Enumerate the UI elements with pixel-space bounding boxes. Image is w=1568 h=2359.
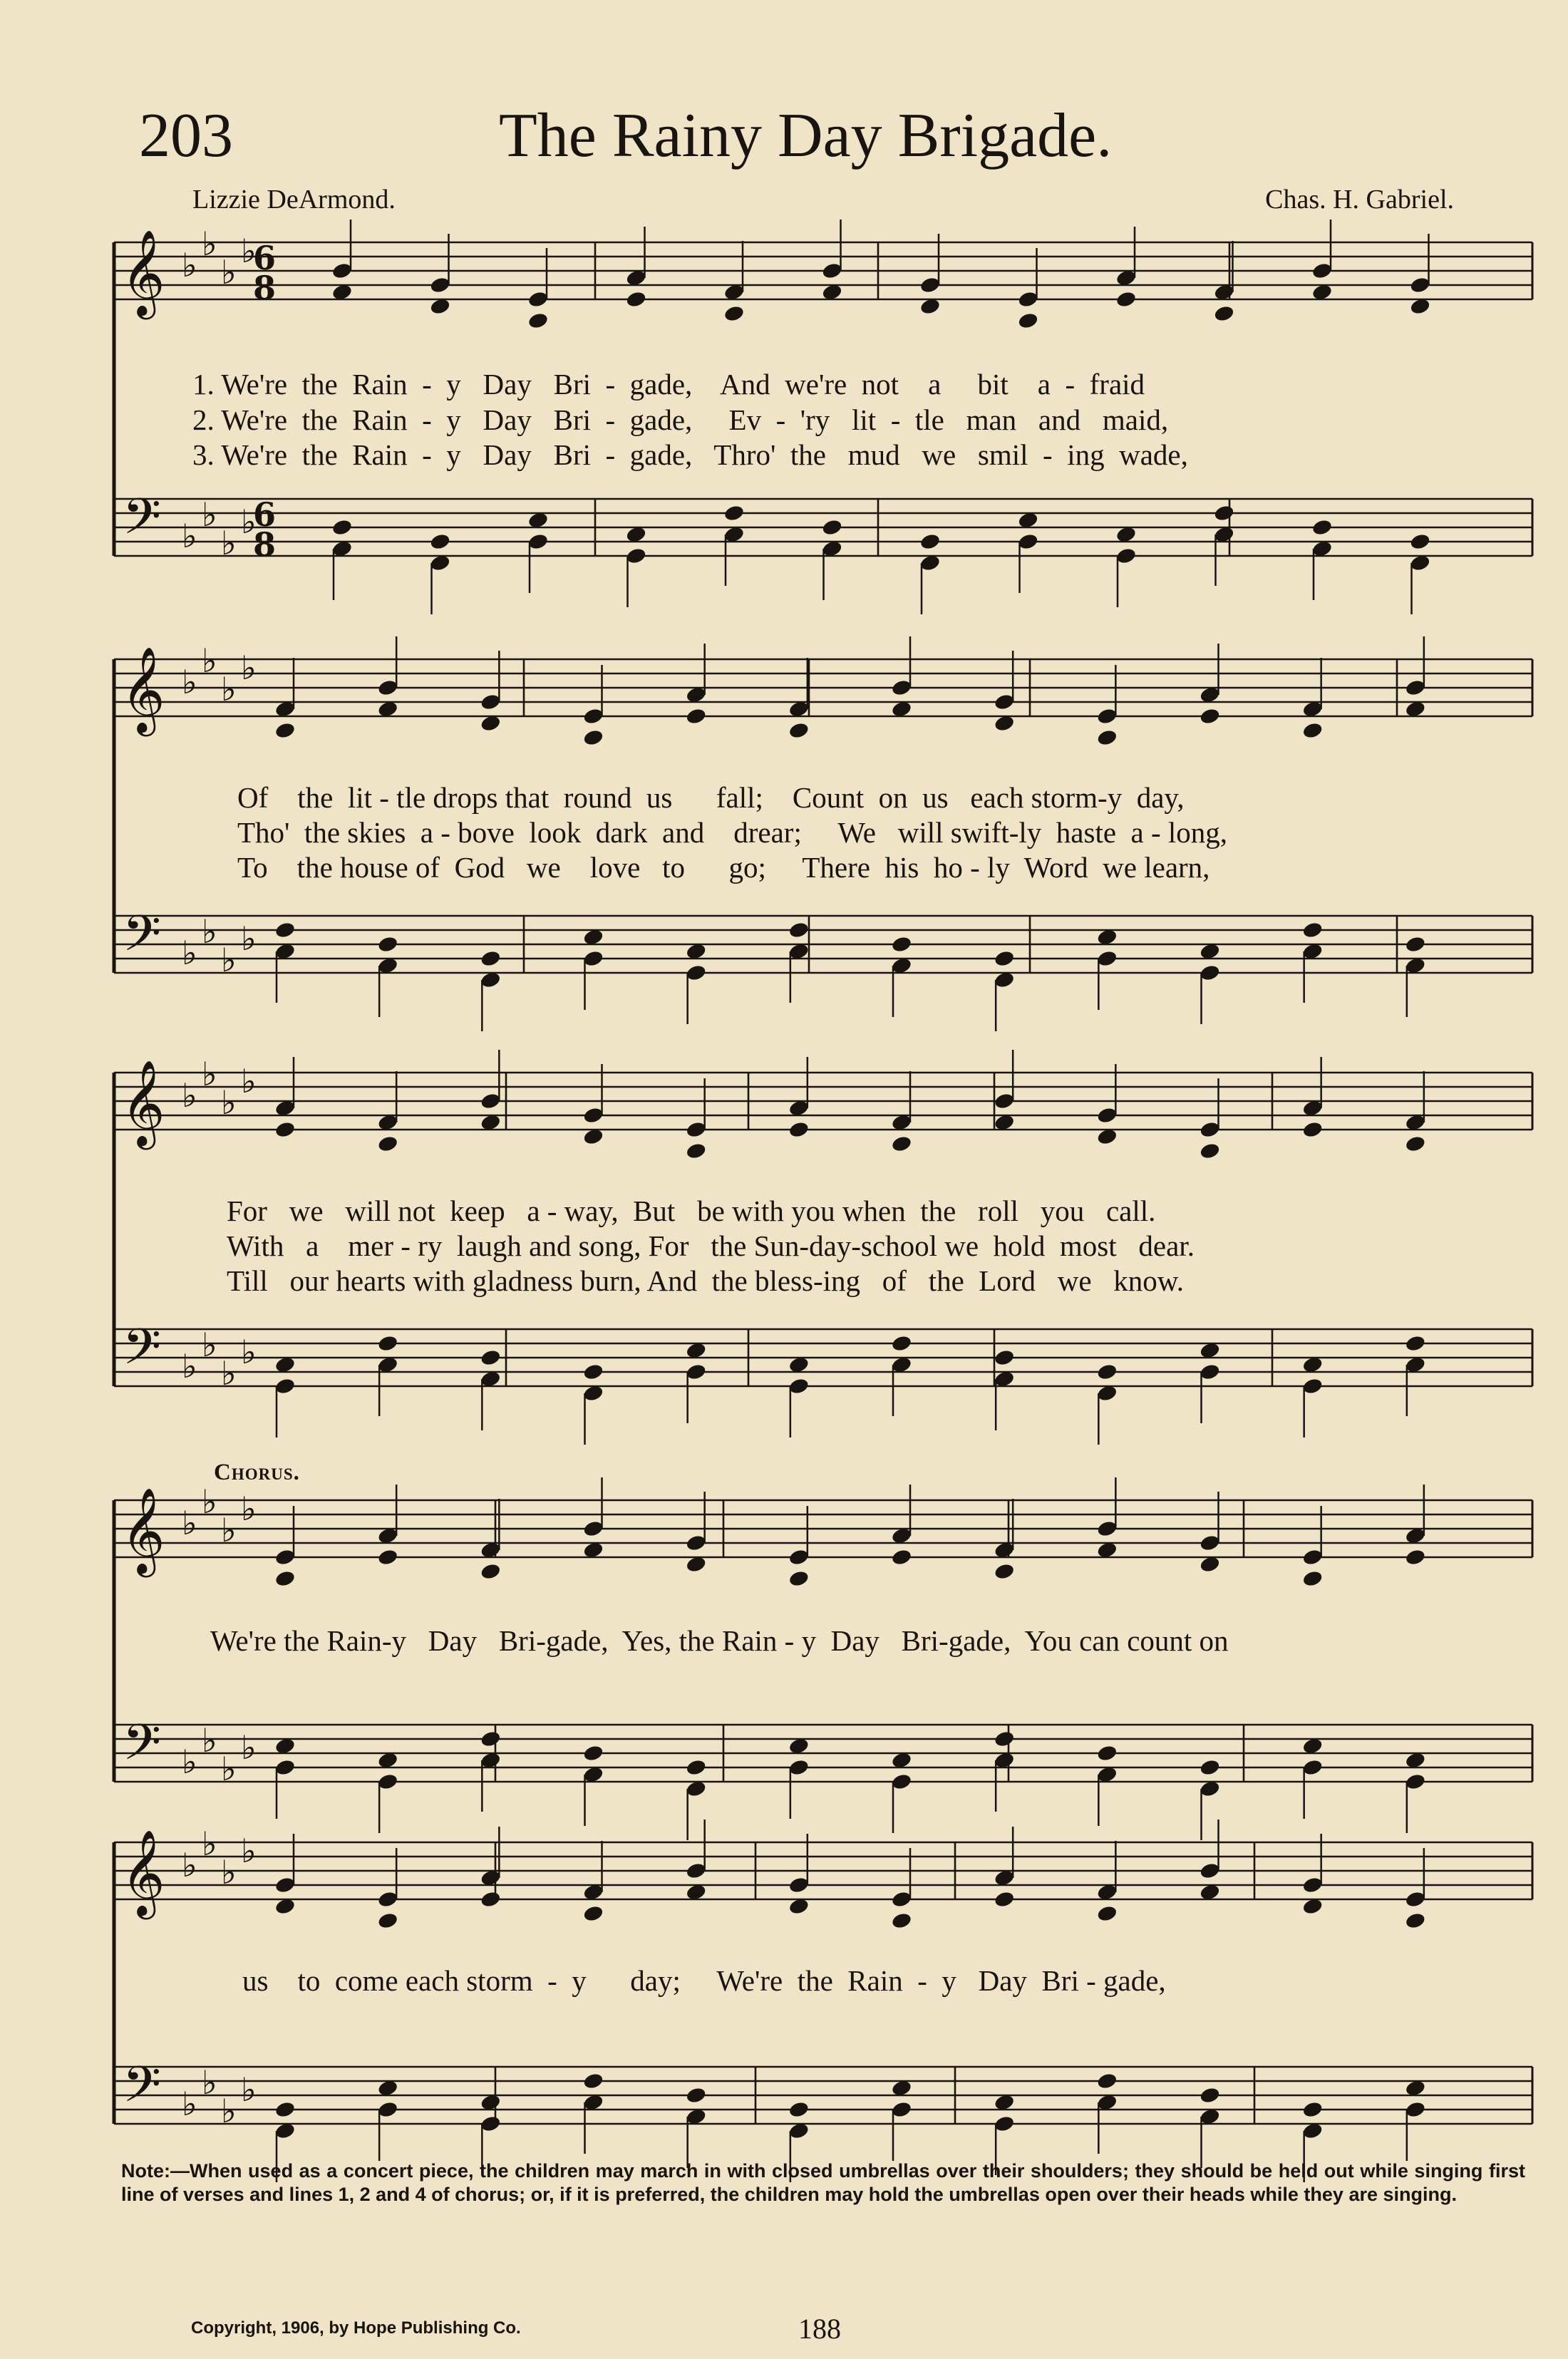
notehead	[788, 1758, 810, 1777]
notehead	[788, 1569, 810, 1588]
notehead	[1405, 1135, 1427, 1153]
flat-sign: ♭	[241, 919, 257, 958]
lyricist-credit: Lizzie DeArmond.	[192, 185, 396, 215]
lyric-line: Tho' the skies a - bove look dark and drear; We will swift-ly haste a - long,	[237, 816, 1228, 849]
notehead	[274, 2100, 296, 2119]
notehead	[788, 721, 810, 740]
bass-clef: 𝄢	[123, 1318, 162, 1388]
treble-clef: 𝄞	[121, 646, 165, 733]
lyric-line: For we will not keep a - way, But be with you when the roll you call.	[227, 1194, 1156, 1227]
flat-sign: ♭	[202, 495, 217, 534]
notehead	[1115, 547, 1138, 565]
notehead	[480, 1730, 502, 1748]
notehead	[685, 1862, 707, 1880]
notehead	[1115, 290, 1138, 309]
notehead	[274, 1876, 296, 1894]
notehead	[1096, 2072, 1118, 2090]
notehead	[1405, 1911, 1427, 1930]
chorus-label: Chorus.	[214, 1460, 300, 1485]
notehead	[788, 1548, 810, 1566]
notehead	[1301, 1377, 1324, 1395]
notehead	[274, 1120, 296, 1139]
notehead	[274, 1758, 296, 1777]
lyric-line: 2. We're the Rain - y Day Bri - gade, Ev - 'ry lit - tle man and maid,	[192, 403, 1169, 436]
notehead	[274, 1548, 296, 1566]
notehead	[994, 949, 1016, 968]
notehead	[1096, 728, 1118, 747]
notehead	[1199, 1142, 1221, 1160]
notehead	[685, 1142, 707, 1160]
notehead	[919, 276, 942, 294]
time-signature-top: 6	[253, 495, 277, 534]
notehead	[582, 1519, 604, 1538]
notehead	[685, 2086, 707, 2105]
notehead	[1096, 1519, 1118, 1538]
notehead	[891, 678, 913, 697]
notehead	[582, 707, 604, 726]
bass-clef: 𝄢	[123, 1713, 162, 1783]
flat-sign: ♭	[182, 1347, 197, 1385]
notehead	[274, 921, 296, 939]
notehead	[1199, 1363, 1221, 1381]
flat-sign: ♭	[202, 224, 217, 263]
flat-sign: ♭	[182, 246, 197, 284]
notehead	[1213, 304, 1235, 323]
notehead	[1301, 2100, 1324, 2119]
notehead	[377, 678, 399, 697]
notehead	[1199, 1862, 1221, 1880]
notehead	[788, 1876, 810, 1894]
notehead	[625, 547, 647, 565]
notehead	[1301, 721, 1324, 740]
flat-sign: ♭	[241, 1728, 257, 1767]
flat-sign: ♭	[182, 1504, 197, 1542]
notehead	[1017, 290, 1039, 309]
bass-clef: 𝄢	[123, 2055, 162, 2125]
flat-sign: ♭	[202, 641, 217, 680]
notehead	[685, 964, 707, 982]
time-signature-top: 6	[253, 239, 277, 277]
notehead	[1199, 707, 1221, 726]
notehead	[480, 1890, 502, 1909]
copyright: Copyright, 1906, by Hope Publishing Co.	[191, 2318, 521, 2338]
treble-clef: 𝄞	[121, 1059, 165, 1146]
bass-clef: 𝄢	[123, 904, 162, 974]
notehead	[891, 1890, 913, 1909]
notehead	[685, 1363, 707, 1381]
notehead	[685, 1120, 707, 1139]
notehead	[994, 1092, 1016, 1110]
notehead	[582, 1744, 604, 1762]
flat-sign: ♭	[221, 1853, 237, 1891]
treble-clef: 𝄞	[121, 1487, 165, 1574]
notehead	[1096, 1904, 1118, 1923]
notehead	[331, 262, 354, 280]
notehead	[480, 949, 502, 968]
flat-sign: ♭	[241, 502, 257, 541]
flat-sign: ♭	[182, 934, 197, 972]
notehead	[1301, 1120, 1324, 1139]
performance-note: Note:—When used as a concert piece, the children may march in with closed umbrellas over their shoulders; they should be held out while singing first line of verses and lines 1, 2 and 4 of chorus; or, if it is preferred, the children may hold the umbrellas open over their heads while they are singing.	[121, 2160, 1525, 2205]
notehead	[788, 921, 810, 939]
notehead	[1199, 964, 1221, 982]
notehead	[821, 518, 843, 537]
notehead	[1213, 504, 1235, 522]
notehead	[274, 721, 296, 740]
notehead	[1405, 1890, 1427, 1909]
notehead	[1301, 1876, 1324, 1894]
notehead	[377, 1548, 399, 1566]
lyric-line: us to come each storm - y day; We're the Rain - y Day Bri - gade,	[242, 1964, 1166, 1997]
composer-credit: Chas. H. Gabriel.	[1265, 185, 1454, 215]
flat-sign: ♭	[202, 2063, 217, 2102]
flat-sign: ♭	[241, 1333, 257, 1371]
notehead	[377, 1135, 399, 1153]
flat-sign: ♭	[202, 912, 217, 951]
flat-sign: ♭	[241, 232, 257, 270]
flat-sign: ♭	[221, 253, 237, 291]
notehead	[1199, 2086, 1221, 2105]
flat-sign: ♭	[221, 524, 237, 562]
lyric-line: With a mer - ry laugh and song, For the Sun-day-school we hold most dear.	[227, 1229, 1195, 1262]
lyric-line: To the house of God we love to go; There his ho - ly Word we learn,	[237, 851, 1210, 884]
notehead	[429, 276, 451, 294]
notehead	[685, 1758, 707, 1777]
flat-sign: ♭	[202, 1824, 217, 1863]
notehead	[1409, 532, 1431, 551]
treble-clef: 𝄞	[121, 229, 165, 316]
notehead	[821, 262, 843, 280]
notehead	[1301, 1548, 1324, 1566]
notehead	[994, 1890, 1016, 1909]
flat-sign: ♭	[221, 2092, 237, 2130]
notehead	[788, 1120, 810, 1139]
notehead	[377, 1772, 399, 1791]
flat-sign: ♭	[182, 1743, 197, 1781]
hymn-title: The Rainy Day Brigade.	[499, 101, 1113, 170]
notehead	[788, 1377, 810, 1395]
notehead	[582, 1106, 604, 1125]
notehead	[1096, 949, 1118, 968]
notehead	[994, 1730, 1016, 1748]
flat-sign: ♭	[202, 1055, 217, 1093]
notehead	[582, 728, 604, 747]
notehead	[582, 1363, 604, 1381]
notehead	[1301, 921, 1324, 939]
notehead	[1017, 532, 1039, 551]
flat-sign: ♭	[221, 670, 237, 708]
flat-sign: ♭	[221, 1750, 237, 1788]
notehead	[891, 1334, 913, 1353]
lyric-line: Of the lit - tle drops that round us fall; Count on us each storm-y day,	[237, 781, 1185, 814]
notehead	[1096, 1363, 1118, 1381]
notehead	[1409, 276, 1431, 294]
notehead	[1405, 678, 1427, 697]
notehead	[1199, 1120, 1221, 1139]
notehead	[1405, 935, 1427, 954]
notehead	[1017, 311, 1039, 330]
notehead	[625, 290, 647, 309]
notehead	[891, 1135, 913, 1153]
notehead	[1199, 1534, 1221, 1552]
flat-sign: ♭	[241, 1490, 257, 1528]
notehead	[1301, 1569, 1324, 1588]
notehead	[377, 935, 399, 954]
flat-sign: ♭	[202, 1482, 217, 1521]
notehead	[1301, 1758, 1324, 1777]
flat-sign: ♭	[221, 1354, 237, 1393]
notehead	[527, 311, 550, 330]
flat-sign: ♭	[182, 1846, 197, 1884]
notehead	[527, 532, 550, 551]
flat-sign: ♭	[221, 1511, 237, 1549]
notehead	[582, 1904, 604, 1923]
flat-sign: ♭	[241, 649, 257, 687]
notehead	[1311, 262, 1334, 280]
hymn-number: 203	[139, 101, 233, 170]
notehead	[788, 2100, 810, 2119]
time-signature-bottom: 8	[253, 525, 277, 564]
notehead	[582, 949, 604, 968]
page-number: 188	[798, 2313, 841, 2345]
notehead	[685, 707, 707, 726]
treble-clef: 𝄞	[121, 1829, 165, 1916]
notehead	[1199, 1758, 1221, 1777]
notehead	[429, 532, 451, 551]
notehead	[891, 1772, 913, 1791]
notehead	[377, 1911, 399, 1930]
notehead	[1096, 1744, 1118, 1762]
notehead	[480, 2115, 502, 2133]
notehead	[919, 532, 942, 551]
notehead	[1405, 1548, 1427, 1566]
notehead	[480, 1562, 502, 1581]
bass-clef: 𝄢	[123, 487, 162, 557]
notehead	[891, 1548, 913, 1566]
flat-sign: ♭	[182, 2085, 197, 2123]
notehead	[891, 935, 913, 954]
notehead	[723, 304, 746, 323]
notehead	[1405, 2100, 1427, 2119]
flat-sign: ♭	[202, 1326, 217, 1364]
notehead	[582, 2072, 604, 2090]
flat-sign: ♭	[182, 1076, 197, 1115]
lyric-line: 3. We're the Rain - y Day Bri - gade, Thro' the mud we smil - ing wade,	[192, 438, 1188, 471]
flat-sign: ♭	[182, 663, 197, 701]
notehead	[1405, 1772, 1427, 1791]
notehead	[994, 1348, 1016, 1367]
notehead	[994, 693, 1016, 711]
flat-sign: ♭	[202, 1721, 217, 1760]
notehead	[1096, 1106, 1118, 1125]
flat-sign: ♭	[182, 517, 197, 555]
flat-sign: ♭	[241, 1832, 257, 1870]
notehead	[723, 504, 746, 522]
notehead	[480, 1348, 502, 1367]
flat-sign: ♭	[221, 1083, 237, 1122]
notehead	[377, 2100, 399, 2119]
notehead	[994, 1562, 1016, 1581]
notehead	[994, 2115, 1016, 2133]
flat-sign: ♭	[241, 2070, 257, 2109]
notehead	[527, 290, 550, 309]
time-signature-bottom: 8	[253, 269, 277, 307]
lyric-line: We're the Rain-y Day Bri-gade, Yes, the Rain - y Day Bri-gade, You can count on	[210, 1624, 1229, 1657]
notehead	[331, 518, 354, 537]
notehead	[891, 2100, 913, 2119]
notehead	[274, 1377, 296, 1395]
notehead	[377, 1334, 399, 1353]
notehead	[480, 1092, 502, 1110]
notehead	[1311, 518, 1334, 537]
notehead	[685, 1534, 707, 1552]
notehead	[1405, 1334, 1427, 1353]
lyric-line: Till our hearts with gladness burn, And the bless-ing of the Lord we know.	[227, 1264, 1184, 1297]
lyric-line: 1. We're the Rain - y Day Bri - gade, And we're not a bit a - fraid	[192, 368, 1145, 401]
flat-sign: ♭	[241, 1062, 257, 1100]
notehead	[377, 1890, 399, 1909]
notehead	[274, 1569, 296, 1588]
notehead	[480, 693, 502, 711]
notehead	[1096, 707, 1118, 726]
flat-sign: ♭	[221, 941, 237, 979]
notehead	[891, 1911, 913, 1930]
